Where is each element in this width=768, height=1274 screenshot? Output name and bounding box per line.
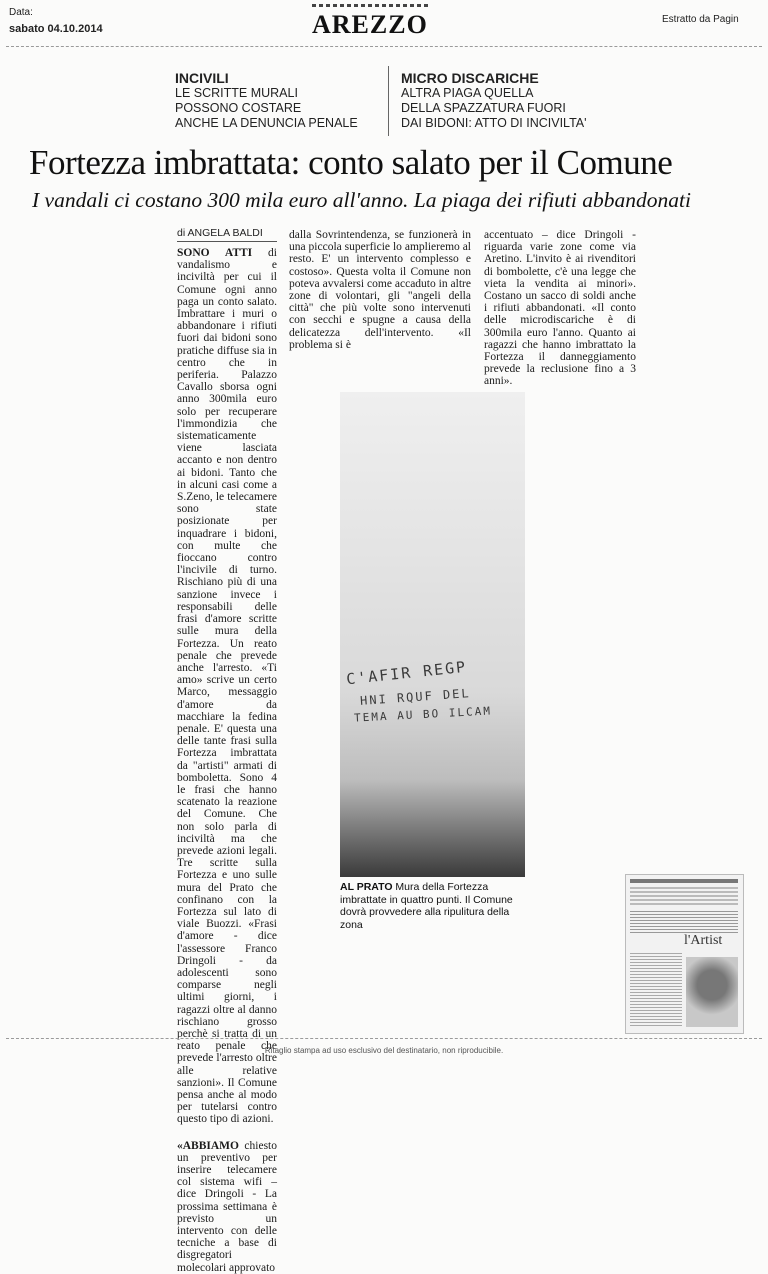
date-label: Data:: [9, 7, 33, 18]
paragraph-text: chiesto un preventivo per inserire telecamere col sistema wifi – dice Dringoli - La prossima settimana è previsto un intervento con delle tecniche a base di disgregatori molecolari approvato: [177, 1139, 277, 1274]
date-value: sabato 04.10.2014: [9, 23, 103, 35]
drop-lead: SONO ATTI: [177, 247, 253, 259]
graffiti-mark: HNI RQUF DEL: [359, 686, 472, 708]
header-divider: [6, 46, 762, 47]
paragraph-text: di vandalismo e inciviltà per cui il Comune ogni anno paga un conto salato. Imbrattare i muri o abbandonare i rifiuti fuori dai bidoni sono pratiche diffuse sia in centro che in periferia. Palazzo Cavallo sborsa ogni anno 300mila euro solo per recuperare l'immondizia che sistematicamente viene lasciata accanto e non dentro ai bidoni. Tanto che in alcuni casi come a S.Zeno, le telecamere sono state posizionate per inquadrare i bidoni, con multe che fioccano contro l'incivile di turno. Rischiano più di una sanzione invece i responsabili delle frasi d'amore scritte sulle mura della Fortezza. Un reato penale che prevede anche l'arresto. «Ti amo» scrive un certo Marco, messaggio d'amore da macchiare la fedina penale. E' questa una delle tante frasi sulla Fortezza imbrattata da "artisti" armati di bomboletta. Sono 4 le frasi che hanno scatenato la reazione del Comune. Che non solo parla di inciviltà ma che prevede azioni legali. Tre scritte sulla Fortezza e uno sulle mura del Prato che confinano con la Fortezza sul lato di viale Buozzi. «Frasi d'amore - dice l'assessore Franco Dringoli - da adolescenti sono comparse negli ultimi giorni, i ragazzi oltre al danno rischiano grosso perchè si tratta di un reato penale che prevede l'arresto oltre alle relative sanzioni». Il Comune pensa anche al modo per tutelarsi contro questo tipo di azioni.: [177, 247, 277, 1126]
ribbon-right-line: DAI BIDONI: ATTO DI INCIVILTA': [401, 116, 587, 130]
byline: di ANGELA BALDI: [177, 227, 263, 239]
graffiti-mark: TEMA AU BO ILCAM: [353, 704, 493, 725]
thumbnail-text-block: [630, 911, 738, 933]
masthead: AREZZO: [312, 10, 428, 39]
ribbon-left: [175, 70, 380, 131]
footer-notice: Ritaglio stampa ad uso esclusivo del destinatario, non riproducibile.: [264, 1046, 504, 1055]
article-column-3: [484, 229, 636, 388]
article-column-1: [177, 247, 277, 1274]
ribbon-left-line: LE SCRITTE MURALI: [175, 86, 298, 100]
ribbon-right-line: DELLA SPAZZATURA FUORI: [401, 101, 566, 115]
article-headline: Fortezza imbrattata: conto salato per il Comune: [29, 143, 673, 182]
article-column-2: [289, 229, 471, 351]
paragraph: [177, 247, 277, 1126]
paragraph-text: accentuato – dice Dringoli - riguarda varie zone come via Aretino. L'invito è ai rivenditori di bombolette, c'è una legge che vieta la vendita ai minori». Costano un sacco di soldi anche i rifiuti abbandonati. «Il conto delle microdiscariche è di 300mila euro l'anno. Quanto ai ragazzi che hanno imbrattato la Fortezza il danneggiamento prevede la reclusione fino a 3 anni».: [484, 229, 636, 388]
thumbnail-text-block: [630, 953, 682, 1027]
caption-lead: AL PRATO: [340, 881, 393, 893]
drop-lead: «ABBIAMO: [177, 1139, 239, 1152]
graffiti-mark: C'AFIR REGP: [345, 657, 468, 689]
ribbon-left-kicker: INCIVILI: [175, 70, 229, 86]
ribbon-divider: [388, 66, 389, 136]
footer-divider: [6, 1038, 762, 1039]
thumbnail-photo: [686, 957, 738, 1027]
article-subhead: I vandali ci costano 300 mila euro all'anno. La piaga dei rifiuti abbandonati: [32, 188, 691, 212]
ribbon-left-line: POSSONO COSTARE: [175, 101, 302, 115]
ribbon-right-kicker: MICRO DISCARICHE: [401, 70, 539, 86]
thumbnail-masthead: [630, 879, 738, 883]
thumbnail-text-block: [630, 887, 738, 907]
ribbon-right-line: ALTRA PIAGA QUELLA: [401, 86, 534, 100]
extract-label: Estratto da Pagin: [662, 14, 739, 25]
photo-caption: [340, 881, 530, 931]
caption-text: Mura della Fortezza imbrattate in quattro punti. Il Comune dovrà provvedere alla ripulitura della zona: [340, 881, 513, 931]
masthead-ornament: [312, 4, 428, 7]
paragraph-text: dalla Sovrintendenza, se funzionerà in una piccola superficie lo amplieremo al resto. E' un intervento complesso e costoso». Questa volta il Comune non poteva avvalersi come accaduto in altre zone di volontari, gli "angeli della città" che più volte sono intervenuti con secchi e spugne a causa della delicatezza dell'intervento. «Il problema si è: [289, 229, 471, 351]
byline-rule: [177, 241, 277, 242]
ribbon-left-line: ANCHE LA DENUNCIA PENALE: [175, 116, 358, 130]
paragraph: [177, 1140, 277, 1274]
page-thumbnail: [625, 874, 744, 1034]
fortress-wall-photo: [340, 392, 525, 877]
ribbon-right: [401, 70, 621, 131]
thumbnail-title: l'Artist: [684, 933, 723, 948]
